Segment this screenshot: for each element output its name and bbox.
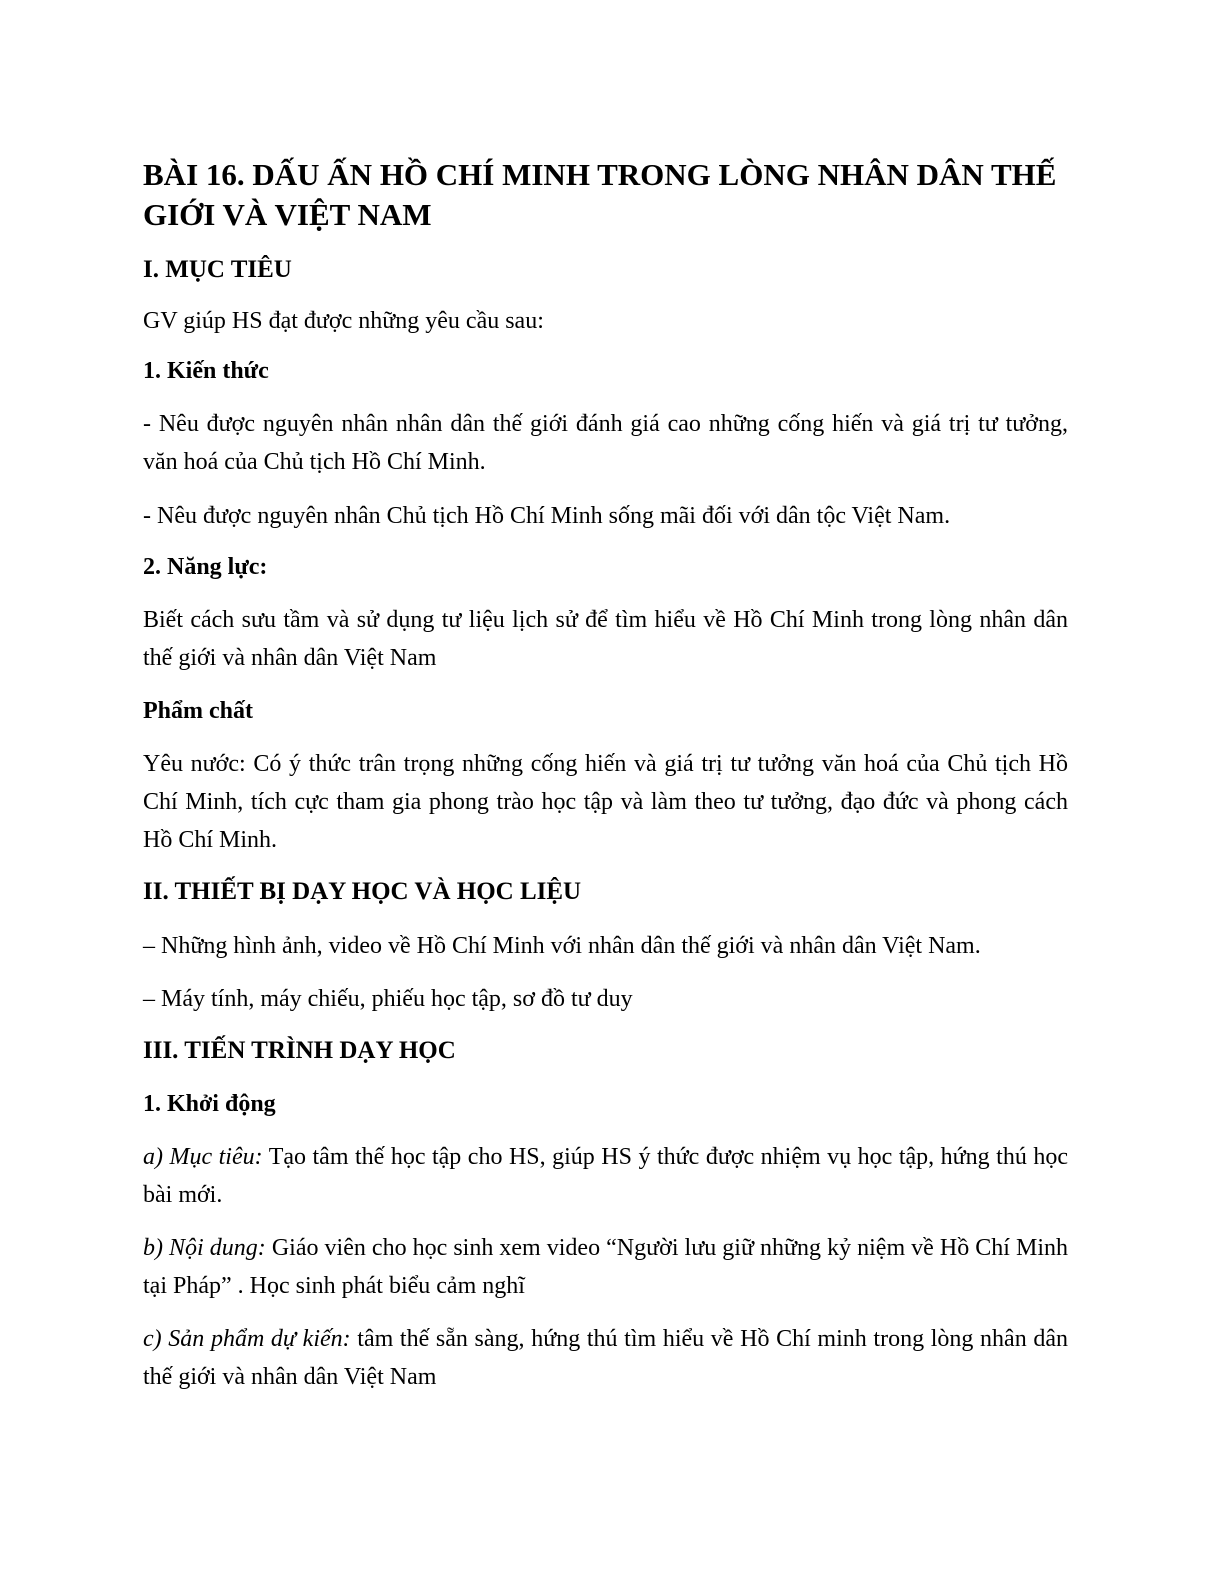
start-content-text: Giáo viên cho học sinh xem video “Người lưu giữ những kỷ niệm về Hồ Chí Minh tại Pháp” . Học sinh phát biểu cảm nghĩ — [143, 1235, 1068, 1299]
knowledge-item-1: - Nêu được nguyên nhân nhân dân thế giới đánh giá cao những cống hiến và giá trị tư tưởng, văn hoá của Chủ tịch Hồ Chí Minh. — [143, 411, 1068, 475]
equipment-item-1: – Những hình ảnh, video về Hồ Chí Minh với nhân dân thế giới và nhân dân Việt Nam. — [143, 933, 981, 959]
subheading-knowledge: 1. Kiến thức — [143, 358, 269, 384]
start-content — [143, 1229, 1068, 1305]
start-product-text: tâm thế sẵn sàng, hứng thú tìm hiểu về Hồ Chí minh trong lòng nhân dân thế giới và nhân dân Việt Nam — [143, 1326, 1068, 1390]
objectives-intro: GV giúp HS đạt được những yêu cầu sau: — [143, 308, 544, 334]
subheading-ability: 2. Năng lực: — [143, 554, 268, 580]
quality-text: Yêu nước: Có ý thức trân trọng những cống hiến và giá trị tư tưởng văn hoá của Chủ tịch Hồ Chí Minh, tích cực tham gia phong trào học tập và làm theo tư tưởng, đạo đức và phong cách Hồ Chí Minh. — [143, 751, 1068, 853]
ability-text: Biết cách sưu tầm và sử dụng tư liệu lịch sử để tìm hiểu về Hồ Chí Minh trong lòng nhân dân thế giới và nhân dân Việt Nam — [143, 607, 1068, 671]
equipment-item-2: – Máy tính, máy chiếu, phiếu học tập, sơ đồ tư duy — [143, 986, 633, 1012]
knowledge-item-2: - Nêu được nguyên nhân Chủ tịch Hồ Chí Minh sống mãi đối với dân tộc Việt Nam. — [143, 503, 951, 529]
start-content-label: b) Nội dung: — [143, 1235, 266, 1261]
section-heading-equipment: II. THIẾT BỊ DẠY HỌC VÀ HỌC LIỆU — [143, 878, 582, 905]
title-text: BÀI 16. DẤU ẤN HỒ CHÍ MINH TRONG LÒNG NHÂN DÂN THẾ GIỚI VÀ VIỆT NAM — [143, 157, 1057, 232]
section-heading-objectives: I. MỤC TIÊU — [143, 256, 292, 283]
start-product — [143, 1320, 1068, 1396]
section-heading-process: III. TIẾN TRÌNH DẠY HỌC — [143, 1037, 456, 1064]
start-objective-label: a) Mục tiêu: — [143, 1144, 263, 1170]
start-product-label: c) Sản phẩm dự kiến: — [143, 1326, 351, 1352]
subheading-quality: Phẩm chất — [143, 698, 253, 724]
subheading-start: 1. Khởi động — [143, 1091, 276, 1117]
document-title — [143, 155, 1068, 235]
start-objective — [143, 1138, 1068, 1214]
start-objective-text: Tạo tâm thế học tập cho HS, giúp HS ý thức được nhiệm vụ học tập, hứng thú học bài mới. — [143, 1144, 1068, 1208]
